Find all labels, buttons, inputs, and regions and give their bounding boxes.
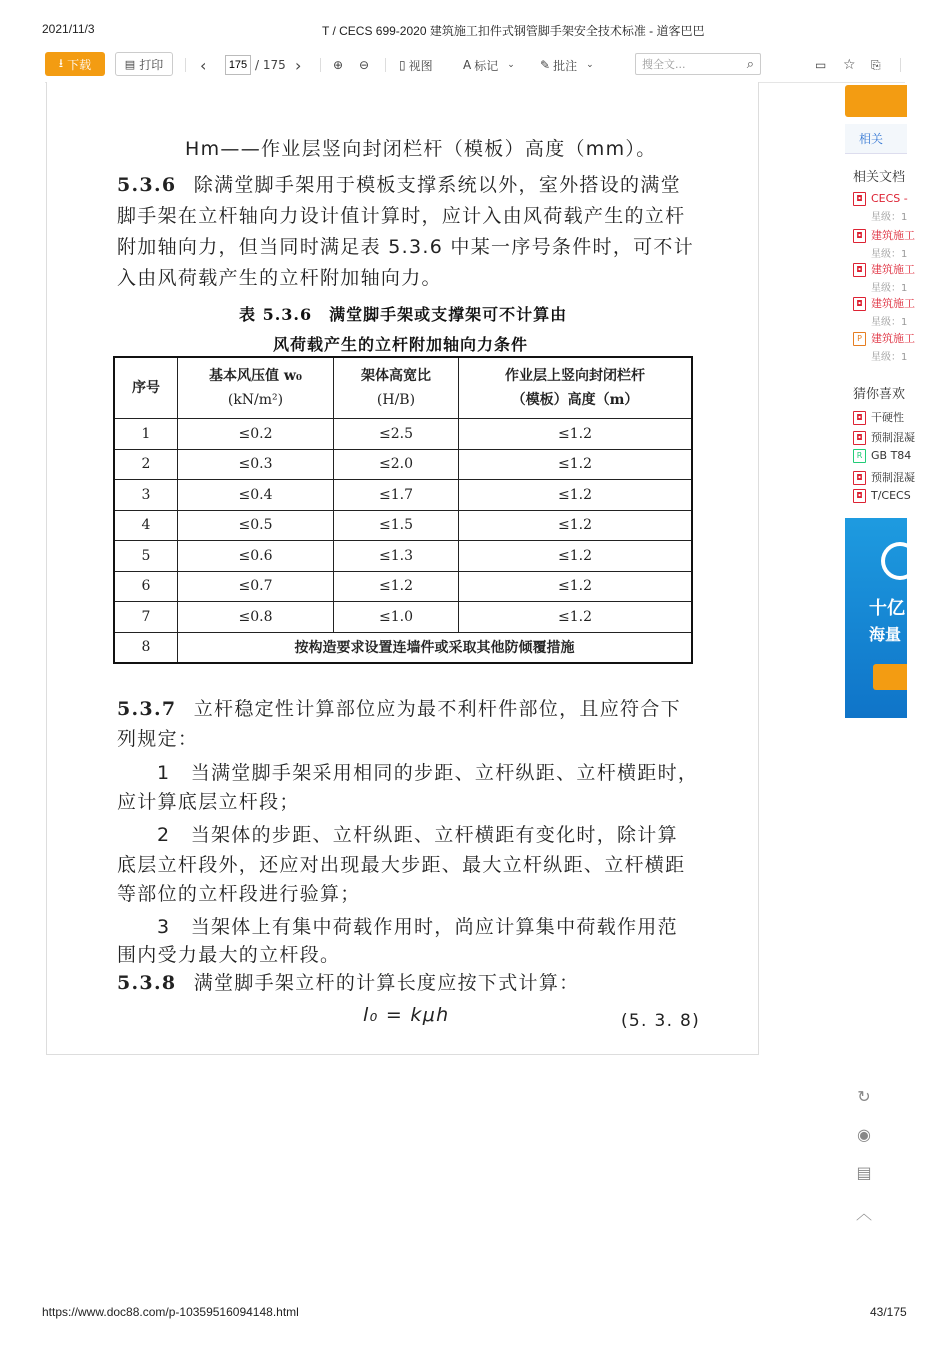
col-header-ratio: 架体高宽比 (H/B) xyxy=(334,357,459,419)
print-url: https://www.doc88.com/p-10359516094148.html xyxy=(42,1305,299,1319)
next-page-icon[interactable]: › xyxy=(295,55,302,75)
mark-icon: A xyxy=(463,58,472,72)
tab-related[interactable]: 相关 xyxy=(845,124,907,154)
col-header-wind: 基本风压值 w₀ (kN/m²) xyxy=(178,357,334,419)
annotate-label: 批注 xyxy=(553,58,578,73)
paragraph-line: 应计算底层立杆段； xyxy=(117,791,300,813)
related-docs-title: 相关文档 xyxy=(853,170,906,185)
print-page-number: 43/175 xyxy=(870,1305,907,1319)
page-indicator xyxy=(225,52,286,78)
mark-button[interactable] xyxy=(463,52,515,78)
guess-you-like-title: 猜你喜欢 xyxy=(853,387,906,402)
formula-number: (5. 3. 8) xyxy=(621,1011,701,1031)
page-total: / 175 xyxy=(255,58,286,72)
table-row: 8 按构造要求设置连墙件或采取其他防倾覆措施 xyxy=(114,632,692,663)
back-to-top-icon[interactable]: ︿ xyxy=(855,1204,872,1223)
list-item: 3 当架体上有集中荷载作用时，尚应计算集中荷载作用范 xyxy=(157,916,678,938)
table-row: 3 ≤0.4 ≤1.7 ≤1.2 xyxy=(114,480,692,511)
guess-item[interactable]: ◘ T/CECS xyxy=(853,489,911,503)
paragraph-line: 满堂脚手架立杆的计算长度应按下式计算： xyxy=(193,972,580,994)
save-icon[interactable]: ▭ xyxy=(815,58,827,72)
symbol-definition: Hm——作业层竖向封闭栏杆（模板）高度（mm）。 xyxy=(185,138,657,160)
download-label: 下载 xyxy=(67,57,92,72)
paragraph-line: 脚手架在立杆轴向力设计值计算时，应计入由风荷载产生的立杆 xyxy=(117,205,686,227)
section-number: 5.3.7 xyxy=(117,698,177,720)
zoom-out-icon[interactable]: ⊖ xyxy=(359,58,370,72)
ad-text: 海量 xyxy=(869,625,902,644)
mark-label: 标记 xyxy=(474,58,499,73)
spec-table xyxy=(113,356,693,664)
sidebar-action-button[interactable] xyxy=(845,85,907,117)
document-page xyxy=(46,82,759,1055)
annotate-button[interactable] xyxy=(540,52,594,78)
guess-item[interactable]: ◘ 预制混凝 xyxy=(853,429,915,445)
guess-item[interactable]: ◘ 干硬性 xyxy=(853,409,904,425)
pdf-icon: ◘ xyxy=(853,411,866,425)
wechat-icon[interactable]: ◉ xyxy=(857,1125,871,1144)
ad-banner[interactable] xyxy=(845,518,907,718)
doc-icon: R xyxy=(853,449,866,463)
paragraph-line: 附加轴向力，但当同时满足表 5.3.6 中某一序号条件时，可不计 xyxy=(117,236,695,258)
ad-button[interactable] xyxy=(873,664,907,690)
zoom-in-icon[interactable]: ⊕ xyxy=(333,58,344,72)
ad-text: 十亿 xyxy=(869,598,905,619)
viewer-toolbar xyxy=(45,46,905,82)
paragraph-line: 等部位的立杆段进行验算； xyxy=(117,883,361,905)
ppt-icon: P xyxy=(853,332,866,346)
table-caption: 表 5.3.6 满堂脚手架或支撑架可不计算由 xyxy=(239,305,568,324)
section-number: 5.3.6 xyxy=(117,174,177,196)
guess-item[interactable]: R GB T84 xyxy=(853,449,911,463)
paragraph-line: 列规定： xyxy=(117,728,199,750)
paragraph-line: 围内受力最大的立杆段。 xyxy=(117,944,341,966)
table-row: 1 ≤0.2 ≤2.5 ≤1.2 xyxy=(114,419,692,450)
table-row: 5 ≤0.6 ≤1.3 ≤1.2 xyxy=(114,541,692,572)
table-row: 4 ≤0.5 ≤1.5 ≤1.2 xyxy=(114,510,692,541)
pdf-icon: ◘ xyxy=(853,489,866,503)
view-button[interactable] xyxy=(399,52,433,78)
page-input[interactable] xyxy=(225,55,251,75)
search-placeholder: 搜全文... xyxy=(642,58,686,71)
related-doc-item[interactable]: ◘ 建筑施工 星级：1 xyxy=(853,227,915,260)
paragraph-line: 除满堂脚手架用于模板支撑系统以外，室外搭设的满堂 xyxy=(193,174,681,196)
section-number: 5.3.8 xyxy=(117,972,177,994)
table-row: 2 ≤0.3 ≤2.0 ≤1.2 xyxy=(114,449,692,480)
section-5-3-7 xyxy=(117,694,681,721)
list-item: 1 当满堂脚手架采用相同的步距、立杆纵距、立杆横距时， xyxy=(157,762,699,784)
related-doc-item[interactable]: ◘ 建筑施工 星级：1 xyxy=(853,261,915,294)
related-doc-item[interactable]: P 建筑施工 星级：1 xyxy=(853,330,915,363)
section-5-3-6 xyxy=(117,170,681,197)
download-icon: ⭳ xyxy=(58,55,64,70)
pdf-icon: ◘ xyxy=(853,297,866,311)
search-icon[interactable]: ⌕ xyxy=(746,56,754,72)
view-icon: ▯ xyxy=(399,58,406,72)
col-header-height: 作业层上竖向封闭栏杆 （模板）高度（m） xyxy=(459,357,693,419)
chevron-down-icon: ⌄ xyxy=(586,60,594,70)
table-row: 6 ≤0.7 ≤1.2 ≤1.2 xyxy=(114,571,692,602)
related-doc-item[interactable]: ◘ CECS - 星级：1 xyxy=(853,192,908,223)
pdf-icon: ◘ xyxy=(853,471,866,485)
history-icon[interactable]: ↻ xyxy=(857,1087,871,1106)
pdf-icon: ◘ xyxy=(853,229,866,243)
chevron-down-icon: ⌄ xyxy=(507,60,515,70)
ad-logo-icon xyxy=(881,542,907,580)
table-header-row xyxy=(114,357,692,419)
col-header-no: 序号 xyxy=(114,357,178,419)
paragraph-line: 立杆稳定性计算部位应为最不利杆件部位，且应符合下 xyxy=(193,698,681,720)
formula: l₀ = kμh xyxy=(363,1004,450,1026)
print-date: 2021/11/3 xyxy=(42,22,95,36)
star-icon[interactable]: ☆ xyxy=(843,57,856,73)
list-item: 2 当架体的步距、立杆纵距、立杆横距有变化时，除计算 xyxy=(157,824,678,846)
print-label: 打印 xyxy=(139,57,164,72)
pdf-icon: ◘ xyxy=(853,431,866,445)
printer-icon: ▤ xyxy=(124,57,136,71)
table-row: 7 ≤0.8 ≤1.0 ≤1.2 xyxy=(114,602,692,633)
paragraph-line: 底层立杆段外，还应对出现最大步距、最大立杆纵距、立杆横距 xyxy=(117,854,686,876)
printer-icon[interactable]: ▤ xyxy=(856,1163,872,1182)
export-icon[interactable]: ⎘ xyxy=(871,57,881,72)
download-button[interactable] xyxy=(45,52,105,76)
guess-item[interactable]: ◘ 预制混凝 xyxy=(853,469,915,485)
pen-icon: ✎ xyxy=(540,58,551,72)
related-doc-item[interactable]: ◘ 建筑施工 星级：1 xyxy=(853,295,915,328)
prev-page-icon[interactable]: ‹ xyxy=(200,55,207,75)
print-title: T / CECS 699-2020 建筑施工扣件式钢管脚手架安全技术标准 - 道客巴巴 xyxy=(322,24,705,38)
print-button[interactable] xyxy=(115,52,173,76)
paragraph-line: 入由风荷载产生的立杆附加轴向力。 xyxy=(117,267,442,289)
table-caption: 风荷载产生的立杆附加轴向力条件 xyxy=(273,335,529,354)
search-input[interactable] xyxy=(635,53,761,75)
section-5-3-8 xyxy=(117,968,579,995)
view-label: 视图 xyxy=(408,58,433,73)
pdf-icon: ◘ xyxy=(853,192,866,206)
pdf-icon: ◘ xyxy=(853,263,866,277)
